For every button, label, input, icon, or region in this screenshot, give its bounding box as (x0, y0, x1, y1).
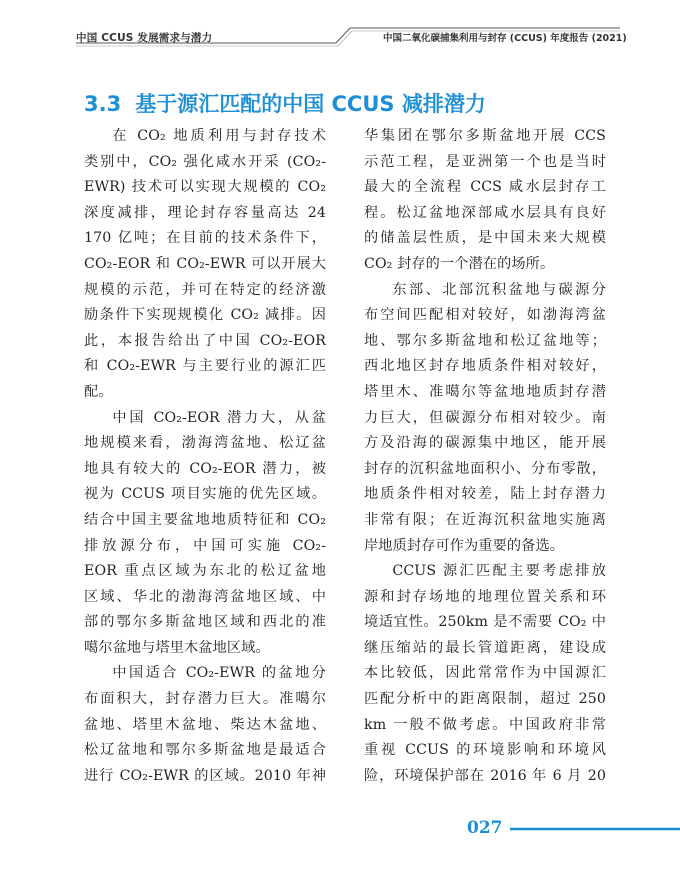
text-line: 配。 (84, 383, 113, 400)
text-line: km 一般不做考虑。中国政府非常 (364, 716, 606, 733)
section-heading (84, 88, 486, 118)
text-line: 程。松辽盆地深部咸水层具有良好 (364, 204, 606, 221)
text-line: 岸地质封存可作为重要的备选。 (364, 537, 565, 554)
text-line: 地、鄂尔多斯盆地和松辽盆地等； (364, 332, 606, 349)
text-line: 中国 CO₂-EOR 潜力大，从盆 (112, 409, 326, 426)
text-line: 示范工程，是亚洲第一个也是当时 (364, 153, 606, 170)
text-line: 170 亿吨；在目前的技术条件下， (84, 230, 326, 247)
text-line: 匹配分析中的距离限制，超过 250 (364, 691, 606, 708)
right-column (364, 124, 606, 789)
text-line: EOR 重点区域为东北的松辽盆地 (84, 563, 326, 580)
text-line: 在 CO₂ 地质利用与封存技术 (112, 128, 326, 144)
text-line: 松辽盆地和鄂尔多斯盆地是最适合 (84, 742, 326, 759)
text-line: 西北地区封存地质条件相对较好， (364, 358, 606, 375)
text-line: 本比较低，因此常常作为中国源汇 (364, 665, 606, 682)
text-line: 部的鄂尔多斯盆地区域和西北的准 (84, 614, 326, 631)
text-line: 和 CO₂-EWR 与主要行业的源汇匹 (84, 358, 326, 375)
text-line: 封存的沉积盆地面积小、分布零散， (364, 460, 606, 477)
text-line: 境适宜性。250km 是不需要 CO₂ 中 (364, 614, 606, 631)
text-line: 视为 CCUS 项目实施的优先区域。 (84, 486, 326, 503)
text-line: 进行 CO₂-EWR 的区域。2010 年神 (84, 767, 326, 784)
text-line: 的储盖层性质，是中国未来大规模 (364, 230, 606, 247)
text-line: 规模的示范，并可在特定的经济激 (84, 281, 326, 298)
text-line: 东部、北部沉积盆地与碳源分 (392, 281, 606, 298)
header-report-title: 中国二氧化碳捕集利用与封存 (CCUS) 年度报告 (2021) (383, 33, 627, 44)
text-line: 排放源分布，中国可实施 CO₂- (84, 537, 326, 554)
text-line: 非常有限；在近海沉积盆地实施离 (364, 511, 606, 528)
text-line: 重视 CCUS 的环境影响和环境风 (364, 742, 606, 759)
page-footer (0, 808, 680, 848)
text-line: 布空间匹配相对较好，如渤海湾盆 (364, 307, 606, 324)
text-line: 地规模来看，渤海湾盆地、松辽盆 (84, 435, 326, 452)
text-line: CO₂-EOR 和 CO₂-EWR 可以开展大 (84, 255, 326, 272)
header-chapter-title: 中国 CCUS 发展需求与潜力 (76, 32, 213, 44)
text-line: 中国适合 CO₂-EWR 的盆地分 (112, 665, 326, 682)
text-line: 此，本报告给出了中国 CO₂-EOR (84, 332, 326, 349)
text-line: 方及沿海的碳源集中地区，能开展 (364, 435, 606, 452)
text-line: 噶尔盆地与塔里木盆地区域。 (84, 639, 270, 656)
text-line: 力巨大，但碳源分布相对较少。南 (364, 409, 606, 426)
text-line: 塔里木、准噶尔等盆地地质封存潜 (364, 383, 606, 400)
text-line: 地具有较大的 CO₂-EOR 潜力，被 (84, 460, 326, 477)
text-line: CCUS 源汇匹配主要考虑排放 (392, 563, 606, 580)
text-line: 最大的全流程 CCS 咸水层封存工 (364, 179, 606, 196)
text-line: 区域、华北的渤海湾盆地区域、中 (84, 588, 326, 605)
text-line: EWR) 技术可以实现大规模的 CO₂ (84, 179, 326, 196)
section-number: 3.3 (84, 92, 122, 116)
text-line: 励条件下实现规模化 CO₂ 减排。因 (84, 307, 326, 324)
section-title-text: 基于源汇匹配的中国 CCUS 减排潜力 (135, 92, 486, 116)
text-line: 盆地、塔里木盆地、柴达木盆地、 (84, 716, 326, 733)
text-line: 类别中，CO₂ 强化咸水开采 (CO₂- (84, 153, 326, 170)
text-line: 继压缩站的最长管道距离，建设成 (364, 639, 606, 656)
footer-rule (0, 808, 680, 848)
text-line: 源和封存场地的地理位置关系和环 (364, 588, 606, 605)
text-line: 险，环境保护部在 2016 年 6 月 20 (364, 767, 606, 784)
running-header (0, 0, 680, 52)
text-line: 结合中国主要盆地地质特征和 CO₂ (84, 511, 326, 528)
text-line: CO₂ 封存的一个潜在的场所。 (364, 255, 555, 272)
text-line: 布面积大，封存潜力巨大。准噶尔 (84, 691, 326, 708)
text-line: 华集团在鄂尔多斯盆地开展 CCS (364, 128, 606, 144)
text-line: 深度减排，理论封存容量高达 24 (84, 204, 326, 221)
left-column (84, 124, 326, 789)
text-line: 地质条件相对较差，陆上封存潜力 (364, 486, 606, 503)
page-number: 027 (467, 818, 503, 838)
